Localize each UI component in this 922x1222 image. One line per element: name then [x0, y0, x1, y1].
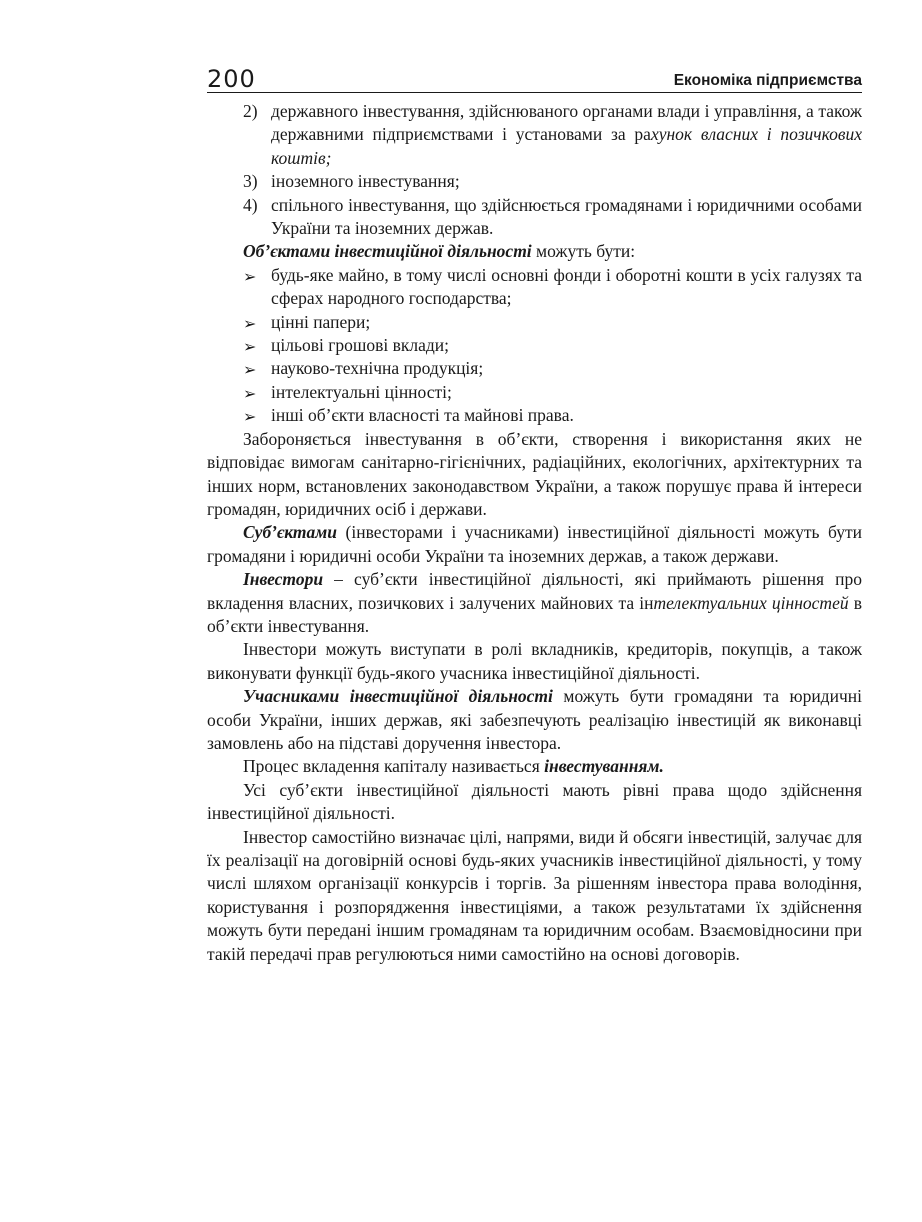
process-text: Процес вкладення капіталу називається: [243, 756, 545, 777]
process-paragraph: [207, 755, 862, 778]
list-item: [207, 100, 862, 170]
objects-lead: [207, 240, 862, 263]
investors-definition-end: в об’єкти інвестування.: [207, 592, 863, 636]
list-item: [207, 381, 862, 404]
list-item-text: інші об’єкти власності та майнові права.: [271, 405, 574, 426]
arrow-bullet-icon: ➢: [243, 383, 257, 403]
list-item: [207, 404, 862, 427]
list-item-text: інтелектуальні цінності;: [271, 381, 452, 402]
arrow-bullet-icon: ➢: [243, 407, 257, 427]
list-item: [207, 194, 862, 241]
list-item-text: державного інвестування, здійснюваного органами влади і управління, а також державними підприємствами і установами за ра: [271, 101, 862, 145]
participants-text: можуть бути громадяни та юридичні особи України, інших держав, які забезпечують реалізацію інвестицій як виконавці замовлень або на підставі доручення інвестора.: [207, 686, 862, 753]
investors-roles-paragraph: Інвестори можуть виступати в ролі вкладників, кредиторів, покупців, а також виконувати функції будь-якого учасника інвестиційної діяльності.: [207, 639, 862, 683]
list-item-text: будь-яке майно, в тому числі основні фонди і оборотні кошти в усіх галузях та сферах народного господарства;: [271, 264, 862, 309]
page-body: [207, 100, 862, 966]
investing-forms-list: [207, 100, 862, 240]
arrow-bullet-icon: ➢: [243, 360, 257, 380]
list-item: [207, 357, 862, 380]
list-item-text: спільного інвестування, що здійснюється громадянами і юридичними особами України та іноземних держав.: [271, 194, 862, 239]
list-number: 3): [243, 171, 258, 192]
equal-rights-paragraph: Усі суб’єкти інвестиційної діяльності мають рівні права щодо здійснення інвестиційної діяльності.: [207, 779, 862, 824]
prohibition-paragraph: Забороняється інвестування в об’єкти, створення і використання яких не відповідає вимогам санітарно-гігієнічних, радіаційних, екологічних, архітектурних та інших норм, встановлених законодавством України, а також порушує права й інтереси громадян, юридичних осіб і держави.: [207, 428, 862, 519]
list-number: 4): [243, 194, 258, 215]
list-item-text: іноземного інвестування;: [271, 171, 460, 192]
investors-term: Інвестори: [243, 569, 324, 590]
participants-paragraph: [207, 685, 862, 755]
list-item: [207, 264, 862, 311]
investors-definition-italic: телектуальних цінностей: [653, 592, 849, 613]
objects-list: [207, 264, 862, 428]
investors-definition: [207, 568, 862, 638]
arrow-bullet-icon: ➢: [243, 337, 257, 357]
participants-term: Учасниками інвестиційної діяльності: [243, 686, 553, 707]
investor-autonomy-paragraph: Інвестор самостійно визначає цілі, напрями, види й обсяги інвестицій, залучає для їх реалізації на договірній основі будь-яких учасників інвестиційної діяльності, у тому числі шляхом організації конкурсів і торгів. За рішенням інвестора права володіння, користування і розпорядження інвестиціями, а також результатами їх здійснення можуть бути передані іншим громадянам та юридичним особам. Взаємовідносини при такій передачі прав регулюються ними самостійно на основі договорів.: [207, 826, 862, 964]
subjects-text: (інвесторами і учасниками) інвестиційної діяльності можуть бути громадяни і юридичні особи України та іноземних держав, а також держави.: [207, 522, 862, 566]
subjects-term: Суб’єктами: [243, 522, 337, 543]
process-term: інвестуванням.: [544, 756, 664, 777]
page-header: [207, 62, 862, 93]
list-item-text: цінні папери;: [271, 311, 371, 332]
list-item-text: цільові грошові вклади;: [271, 335, 449, 356]
page-number: 200: [207, 65, 256, 93]
list-item: [207, 334, 862, 357]
objects-lead-text: можуть бути:: [531, 241, 636, 262]
running-title: Економіка підприємства: [673, 72, 862, 89]
investors-definition-text: – суб’єкти інвестиційної діяльності, які приймають рішення про вкладення власних, позичкових і залучених майнових та ін: [207, 569, 862, 613]
list-number: 2): [243, 101, 258, 121]
list-item: [207, 311, 862, 334]
book-page: [207, 62, 862, 966]
objects-term: Об’єктами інвестиційної діяльності: [243, 241, 532, 262]
arrow-bullet-icon: ➢: [243, 313, 257, 333]
arrow-bullet-icon: ➢: [243, 266, 257, 286]
list-item: [207, 170, 862, 193]
list-item-text: науково-технічна продукція;: [271, 358, 484, 379]
list-item-italic: хунок власних і позичкових коштів;: [271, 124, 862, 168]
subjects-paragraph: [207, 521, 862, 568]
